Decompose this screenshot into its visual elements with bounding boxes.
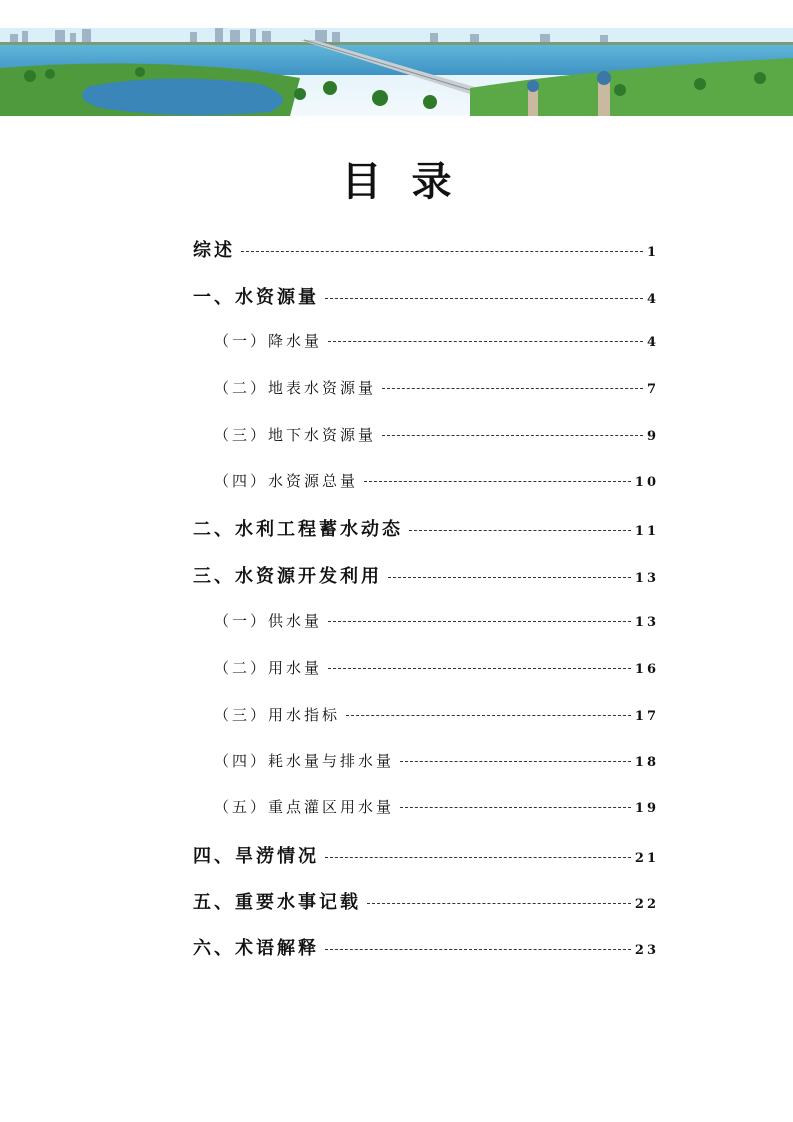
toc-entry[interactable] <box>214 750 659 771</box>
toc-entry[interactable] <box>214 330 659 351</box>
dot-leader <box>400 807 631 808</box>
toc-entry[interactable] <box>193 236 659 262</box>
toc-entry-page: 9 <box>646 429 659 444</box>
toc-entry[interactable] <box>214 610 659 631</box>
toc-entry-label: （四）耗水量与排水量 <box>214 752 395 770</box>
toc-entry-label: 六、术语解释 <box>193 938 319 959</box>
dot-leader <box>328 341 643 342</box>
toc-entry[interactable] <box>193 842 659 868</box>
toc-entry-page: 4 <box>646 335 659 350</box>
toc-entry-label: （二）用水量 <box>214 659 323 677</box>
dot-leader <box>346 715 631 716</box>
toc-entry[interactable] <box>193 283 659 309</box>
toc-entry-label: （四）水资源总量 <box>214 472 359 490</box>
toc-entry-label: 三、水资源开发利用 <box>193 566 382 587</box>
toc-entry-page: 1 <box>646 245 659 260</box>
toc-entry-label: 二、水利工程蓄水动态 <box>193 519 403 540</box>
toc-entry[interactable] <box>214 424 659 445</box>
page-title: 目录 <box>341 158 482 205</box>
toc-entry[interactable] <box>193 934 659 960</box>
dot-leader <box>367 903 631 904</box>
dot-leader <box>241 251 643 252</box>
dot-leader <box>382 388 643 389</box>
toc-entry[interactable] <box>214 377 659 398</box>
toc-entry-label: 一、水资源量 <box>193 287 319 308</box>
dot-leader <box>388 577 631 578</box>
toc-entry[interactable] <box>193 888 659 914</box>
toc-entry-page: 23 <box>634 943 659 958</box>
toc-entry-page: 21 <box>634 851 659 866</box>
toc-entry-label: 四、旱涝情况 <box>193 846 319 867</box>
dot-leader <box>364 481 631 482</box>
toc-entry[interactable] <box>214 796 659 817</box>
dot-leader <box>325 949 631 950</box>
toc-entry-page: 10 <box>634 475 659 490</box>
dot-leader <box>325 298 643 299</box>
dot-leader <box>328 668 631 669</box>
header-banner-photo <box>0 28 793 116</box>
toc-entry-page: 7 <box>646 382 659 397</box>
dot-leader <box>328 621 631 622</box>
toc-entry-page: 13 <box>634 571 659 586</box>
toc-entry-page: 19 <box>634 801 659 816</box>
toc-entry-label: （一）降水量 <box>214 332 323 350</box>
toc-entry-page: 18 <box>634 755 659 770</box>
toc-entry-page: 17 <box>634 709 659 724</box>
toc-entry-label: （二）地表水资源量 <box>214 379 377 397</box>
toc-entry-label: （一）供水量 <box>214 612 323 630</box>
toc-entry-page: 11 <box>634 524 659 539</box>
dot-leader <box>325 857 631 858</box>
toc-entry[interactable] <box>214 704 659 725</box>
toc-entry[interactable] <box>214 657 659 678</box>
toc-entry-page: 22 <box>634 897 659 912</box>
toc-entry[interactable] <box>193 562 659 588</box>
toc-entry-label: 综述 <box>193 240 235 261</box>
toc-entry-page: 4 <box>646 292 659 307</box>
dot-leader <box>382 435 643 436</box>
toc-entry[interactable] <box>214 470 659 491</box>
toc-entry-page: 13 <box>634 615 659 630</box>
dot-leader <box>400 761 631 762</box>
toc-entry-label: （三）地下水资源量 <box>214 426 377 444</box>
toc-entry-label: 五、重要水事记载 <box>193 892 361 913</box>
dot-leader <box>409 530 631 531</box>
toc-entry-label: （三）用水指标 <box>214 706 341 724</box>
toc-entry-label: （五）重点灌区用水量 <box>214 798 395 816</box>
toc-entry[interactable] <box>193 515 659 541</box>
toc-entry-page: 16 <box>634 662 659 677</box>
city-lake-bridge-illustration <box>0 28 793 116</box>
